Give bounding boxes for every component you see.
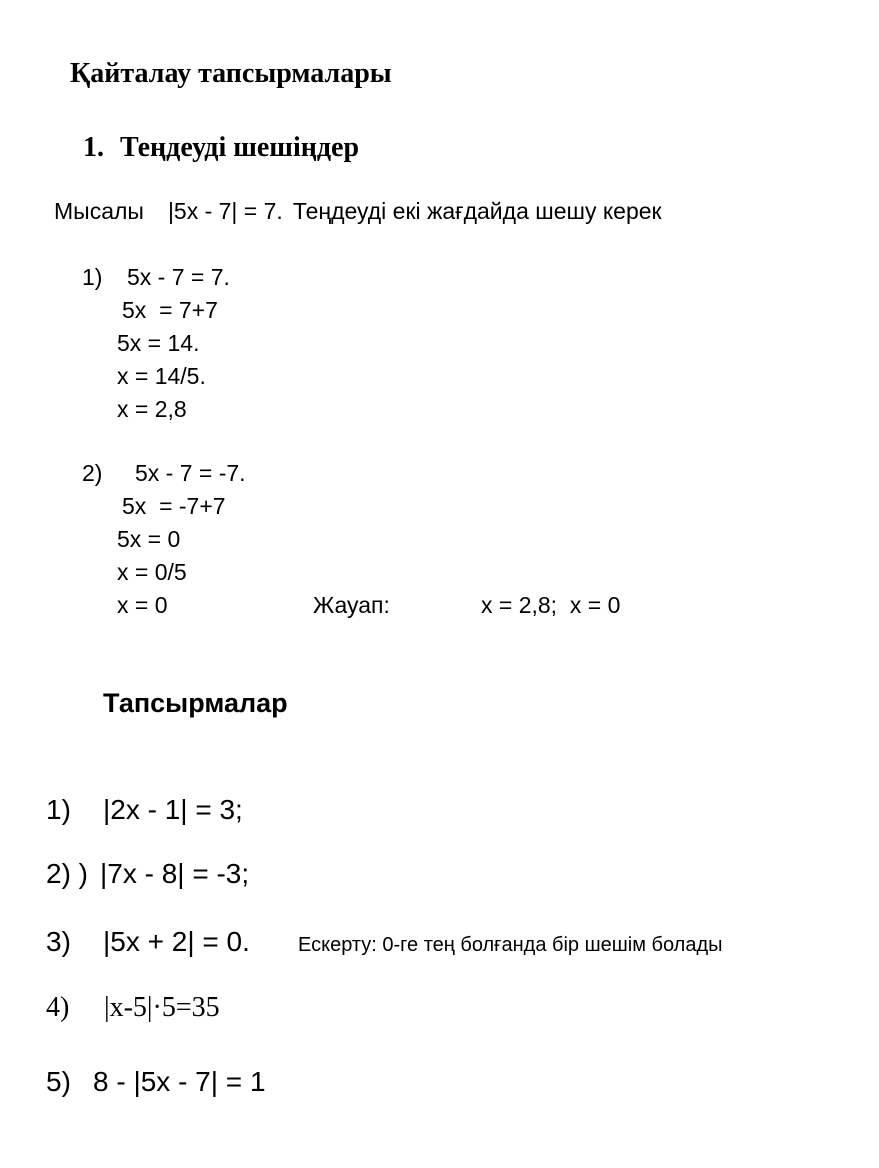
task-equation: 8 - |5x - 7| = 1 — [93, 1066, 266, 1097]
task-equation: |5x + 2| = 0. — [103, 926, 250, 957]
case1-marker: 1) — [82, 264, 103, 290]
task-note: Ескерту: 0-ге тең болғанда бір шешім болады — [298, 934, 723, 956]
task-marker: 3) — [46, 926, 71, 957]
tasks-heading: Тапсырмалар — [103, 688, 288, 718]
case2-step: 5x = -7+7 — [122, 493, 226, 519]
task-equation: |2x - 1| = 3; — [103, 794, 243, 825]
task-equation: |7x - 8| = -3; — [100, 858, 250, 889]
example-instruction: Теңдеуді екі жағдайда шешу керек — [292, 198, 662, 224]
document-title: Қайталау тапсырмалары — [70, 58, 392, 89]
case1-step: 5x - 7 = 7. — [127, 264, 230, 290]
task-marker: 2) ) — [46, 858, 88, 889]
section-number: 1. — [83, 132, 104, 163]
answer-label: Жауап: — [313, 592, 390, 618]
task-equation: |x-5|·5=35 — [104, 992, 220, 1023]
case2-step: 5x - 7 = -7. — [135, 460, 246, 486]
answer-value: x = 2,8; x = 0 — [481, 592, 621, 618]
task-marker: 1) — [46, 794, 71, 825]
example-label: Мысалы — [54, 198, 144, 224]
case2-step: 5x = 0 — [117, 526, 181, 552]
example-line — [54, 200, 662, 223]
case1-step: x = 14/5. — [117, 363, 206, 389]
case2-step: x = 0 — [117, 592, 168, 618]
case1-step: x = 2,8 — [117, 396, 187, 422]
section-title: Теңдеуді шешіңдер — [120, 132, 360, 163]
example-equation: |5x - 7| = 7. — [167, 198, 283, 224]
case1-step: 5x = 7+7 — [122, 297, 218, 323]
task-marker: 5) — [46, 1066, 71, 1097]
case1-step: 5x = 14. — [117, 330, 200, 356]
case2-step: x = 0/5 — [117, 559, 187, 585]
task-marker: 4) — [46, 992, 70, 1023]
case2-marker: 2) — [82, 460, 103, 486]
